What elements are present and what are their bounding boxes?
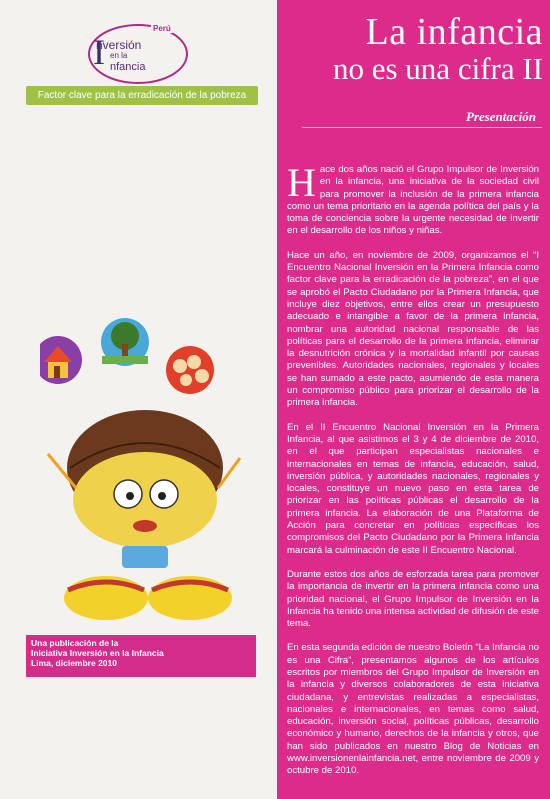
face-shape	[73, 452, 217, 548]
paragraph-1	[287, 160, 539, 238]
paragraph-3: En el II Encuentro Nacional Inversión en la Primera Infancia, al que asistimos el 3 y 4 de diciembre de 2010, en el que participan especialistas nacionales e internacionales en temas de infancia, educación, salud, inversión pública, y autoridades nacionales, regionales y locales, constituye un nuevo paso en esta tarea de priorizar en las políticas públicas el desarrollo de la primera infancia. La elaboración de una Plataforma de Acción para concretar en políticas específicas los compromisos del Pacto Ciudadano por la Primera Infancia marcará la culminación de este II Encuentro Nacional.	[287, 421, 539, 556]
bubble-tree-icon	[101, 318, 149, 366]
section-heading: Presentación	[465, 109, 536, 124]
paragraph-4: Durante estos dos años de esforzada tarea para promover la importancia de invertir en la primera infancia como una prioridad nacional, el Grupo Impulsor de Inversión en la Infancia ha tenido una intensa actividad de difusión de este tema.	[287, 568, 539, 630]
publication-box	[26, 635, 256, 677]
paragraph-1-text: ace dos años nació el Grupo Impulsor de Inversión en la infancia, una iniciativa de la sociedad civil para promover la inclusión de la primera infancia como un tema prioritario en la agenda política del país y la toma de conciencia sobre la urgente necesidad de invertir en el desarrollo de los niños y niñas.	[287, 164, 539, 237]
divider	[302, 127, 542, 128]
logo-line3: nfancia	[110, 61, 146, 73]
logo-line2: en la	[110, 51, 128, 60]
page-title-line1: La infancia	[365, 11, 543, 53]
publication-line3: Lima, diciembre 2010	[31, 658, 117, 668]
bubble-family-icon	[166, 346, 214, 394]
paragraph-5: En esta segunda edición de nuestro Boletín “La Infancia no es una Cifra”, presentamos algunos de los artículos escritos por miembros del Grupo Impulsor de Inversión en la infancia y diversos colaboradores de esta iniciativa ciudadana, y entrevistas realizadas a especialistas, nacionales e internacionales, en temas como salud, educación, inversión social, políticas públicas, desarrollo económico y humano, derechos de la infancia y otros, que han sido publicados en nuestro Blog de Noticias en www.inversionenlainfancia.net, entre noviembre de 2009 y octubre de 2010.	[287, 642, 539, 777]
logo-country: Perú	[153, 24, 171, 33]
publication-line1: Una publicación de la	[31, 638, 119, 648]
logo-line1: nversión	[96, 38, 142, 52]
dropcap: H	[287, 160, 316, 205]
page-title-line2: no es una cifra II	[332, 51, 543, 86]
logo-big-letter: I	[93, 32, 105, 72]
publication-line2: Iniciativa Inversión en la Infancia	[31, 648, 164, 658]
child-illustration	[40, 318, 245, 628]
tagline-banner: Factor clave para la erradicación de la pobreza	[26, 86, 258, 105]
bubble-house-icon	[40, 336, 82, 384]
paragraph-2: Hace un año, en noviembre de 2009, organizamos el “I Encuentro Nacional Inversión en la Primera Infancia como factor clave para la erradicación de la pobreza”, en el que se aprobó el Pacto Ciudadano por la Primera Infancia, que incluye diez objetivos, entre ellos crear un presupuesto adecuado e intangible a favor de la primera infancia, nombrar una autoridad nacional responsable de las políticas para el desarrollo de la primera infancia, eliminar la desnutrición crónica y la mortalidad infantil por causas prevenibles. Autoridades nacionales, regionales y locales se han sumado a este pacto, asumiendo de esta manera un compromiso público para priorizar el desarrollo de la primera infancia.	[287, 249, 539, 409]
article-body	[287, 160, 539, 790]
